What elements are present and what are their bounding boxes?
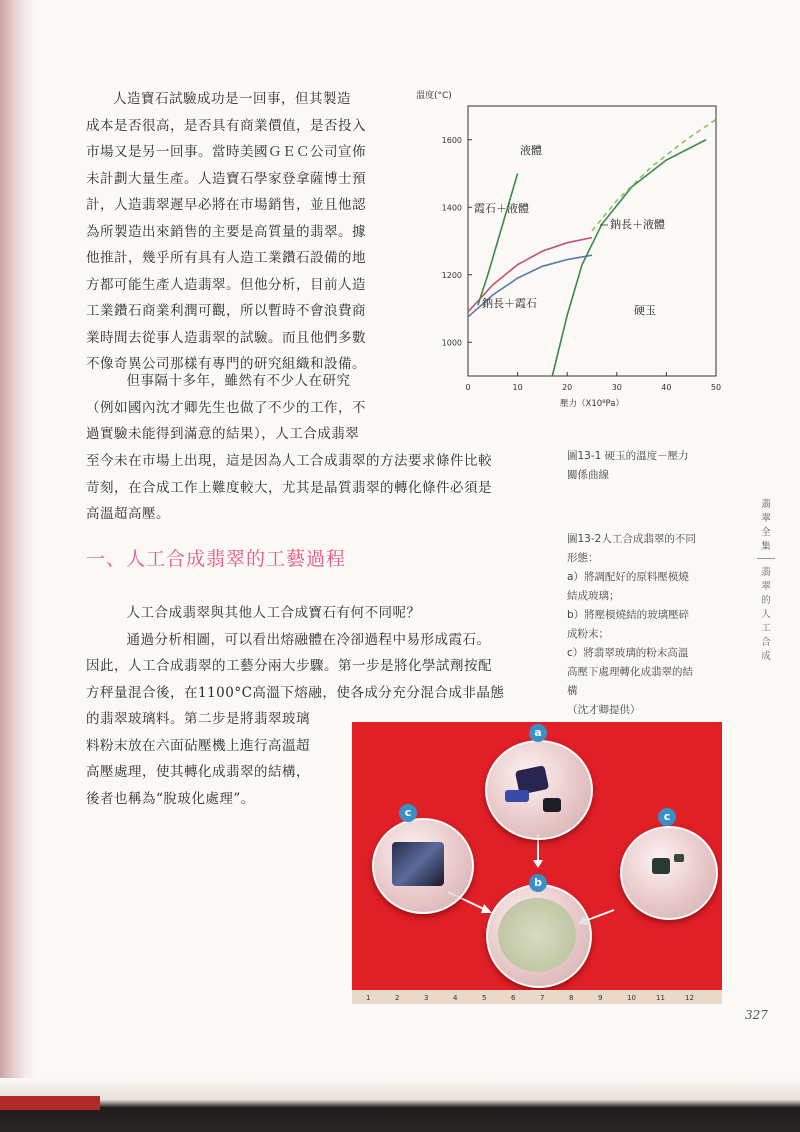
marker-a: a	[529, 724, 547, 742]
y-tick-label: 1400	[441, 203, 462, 213]
text-line: 為所製造出來銷售的主要是高質量的翡翠。據	[86, 223, 366, 240]
y-tick-label: 1200	[441, 270, 462, 280]
x-tick-label: 10	[512, 383, 523, 392]
text-line: 料粉末放在六面砧壓機上進行高溫超	[86, 737, 310, 754]
caption-line: （沈才卿提供）	[567, 704, 641, 716]
ruler-tick-label: 12	[685, 994, 694, 1002]
marker-b: b	[529, 874, 547, 892]
x-tick-label: 0	[465, 383, 471, 392]
paragraph-2-wide	[86, 448, 556, 528]
paragraph-2	[86, 368, 396, 448]
ruler-tick-label: 5	[482, 994, 487, 1002]
text-line: 但事隔十多年，雖然有不少人在研究	[126, 373, 351, 389]
synthetic-jadeite-photo	[352, 722, 722, 1004]
caption-line: 構	[567, 685, 578, 697]
glass-powder	[498, 898, 576, 972]
y-tick-label: 1000	[441, 338, 462, 348]
caption-line: 高壓下處理轉化成翡翠的結	[567, 666, 693, 678]
x-tick-label: 50	[710, 383, 722, 392]
text-line: 至今未在市場上出現，這是因為人工合成翡翠的方法要求條件比較	[86, 453, 492, 469]
spine-shadow	[24, 0, 38, 1132]
ruler-tick-label: 9	[598, 994, 603, 1002]
y-tick-label: 1600	[441, 135, 462, 145]
ruler-tick-label: 2	[395, 994, 400, 1002]
text-line: 他推計，幾乎所有具有人造工業鑽石設備的地	[86, 250, 366, 266]
running-title-divider	[757, 558, 775, 559]
paragraph-1	[86, 86, 396, 378]
text-line: 未計劃大量生產。人造寶石學家登拿薩博士預	[86, 170, 366, 187]
figure-13-1-caption	[567, 447, 727, 485]
phase-diagram-svg	[412, 88, 732, 413]
region-label-albite-liquid: 鈉長＋液體	[610, 218, 665, 231]
glass-chunk	[543, 798, 561, 812]
glass-chunk	[505, 790, 529, 802]
text-line: 因此，人工合成翡翠的工藝分兩大步驟。第一步是將化學試劑按配	[86, 658, 492, 674]
ruler-tick-label: 3	[424, 994, 429, 1002]
phase-diagram-chart	[412, 88, 732, 413]
caption-line: 關係曲線	[567, 469, 609, 481]
text-line: 不像奇異公司那樣有專門的研究組織和設備。	[86, 356, 366, 372]
ruler-tick-label: 7	[540, 994, 545, 1002]
caption-line: 形態：	[567, 552, 599, 564]
region-label-nepheline-liquid: 霞石＋液體	[474, 202, 529, 215]
text-line: 工業鑽石商業利潤可觀，所以暫時不會浪費商	[86, 303, 366, 319]
section-heading: 一、人工合成翡翠的工藝過程	[86, 548, 347, 570]
text-line: 的翡翠玻璃料。第二步是將翡翠玻璃	[86, 711, 310, 727]
dish-c-right	[620, 826, 718, 920]
caption-line: 圖13-2人工合成翡翠的不同	[567, 533, 696, 545]
text-line: 人工合成翡翠與其他人工合成寶石有何不同呢？	[126, 605, 421, 621]
dish-c-left	[372, 818, 474, 914]
region-label-liquid: 液體	[520, 144, 542, 157]
text-line: 計，人造翡翠遲早必將在市場銷售，並且他認	[86, 197, 366, 213]
region-label-jadeite: 硬玉	[634, 304, 656, 317]
text-line: 通過分析相圖，可以看出熔融體在冷卻過程中易形成霞石。	[126, 631, 491, 648]
ruler-tick-label: 10	[627, 994, 636, 1002]
paragraph-3	[86, 600, 556, 706]
bookmark-ribbon	[0, 1096, 100, 1110]
page-number: 327	[745, 1008, 768, 1022]
y-axis-label: 溫度(°C)	[416, 91, 452, 101]
x-ticks	[465, 372, 721, 392]
caption-line: 結成玻璃；	[567, 590, 620, 602]
page-bottom-edge	[0, 1078, 800, 1132]
dish-a	[485, 740, 593, 840]
text-line: 業時間去從事人造翡翠的試驗。而且他們多數	[86, 329, 366, 346]
marker-c-left: c	[399, 804, 417, 822]
x-tick-label: 20	[562, 383, 573, 392]
paragraph-4	[86, 706, 346, 812]
x-tick-label: 40	[661, 383, 672, 392]
book-spine	[0, 0, 24, 1132]
ruler-tick-label: 6	[511, 994, 516, 1002]
y-ticks	[442, 136, 472, 348]
running-title: 翡翠全集	[761, 499, 771, 552]
caption-line: a）將調配好的原料壓模燒	[567, 571, 689, 583]
region-label-albite-nepheline: 鈉長＋霞石	[482, 297, 537, 310]
text-line: 市場又是另一回事。當時美國ＧＥＣ公司宣佈	[86, 144, 366, 160]
transformed-jadeite	[652, 858, 670, 874]
transformed-jadeite	[392, 842, 444, 886]
marker-c-right: c	[658, 808, 676, 826]
measurement-ruler	[352, 990, 722, 1004]
dish-b	[486, 884, 592, 988]
text-line: 成本是否很高，是否具有商業價值，是否投入	[86, 117, 366, 134]
ruler-tick-label: 1	[366, 994, 371, 1002]
running-subtitle: 翡翠的人工合成	[761, 567, 771, 662]
text-line: （例如國內沈才卿先生也做了不少的工作，不	[86, 399, 366, 416]
transformed-jadeite	[674, 854, 684, 862]
series-group	[468, 120, 716, 377]
ruler-tick-label: 4	[453, 994, 458, 1002]
ruler-tick-label: 11	[656, 994, 665, 1002]
figure-13-2-caption	[567, 530, 727, 720]
caption-line: 成粉末；	[567, 628, 609, 640]
text-line: 方秤量混合後，在1100°C高溫下熔融，使各成分充分混合成非晶態	[86, 684, 505, 701]
text-line: 苛刻，在合成工作上難度較大，尤其是晶質翡翠的轉化條件必須是	[86, 479, 492, 496]
text-line: 後者也稱為“脫玻化處理”。	[86, 790, 255, 807]
text-line: 高壓處理，使其轉化成翡翠的結構，	[86, 764, 310, 780]
caption-line: c）將翡翠玻璃的粉末高溫	[567, 647, 689, 659]
text-line: 人造寶石試驗成功是一回事，但其製造	[113, 91, 351, 107]
text-line: 過實驗未能得到滿意的結果），人工合成翡翠	[86, 426, 360, 442]
text-line: 高溫超高壓。	[86, 506, 170, 522]
text-line: 方都可能生產人造翡翠。但他分析，目前人造	[86, 276, 366, 293]
ruler-tick-label: 8	[569, 994, 574, 1002]
caption-line: b）將壓模燒結的玻璃壓碎	[567, 609, 690, 621]
x-axis-label: 壓力（X10⁸Pa）	[560, 399, 624, 409]
x-tick-label: 30	[611, 383, 622, 392]
caption-line: 圖13-1 硬玉的溫度－壓力	[567, 450, 689, 462]
series-line	[478, 174, 518, 306]
